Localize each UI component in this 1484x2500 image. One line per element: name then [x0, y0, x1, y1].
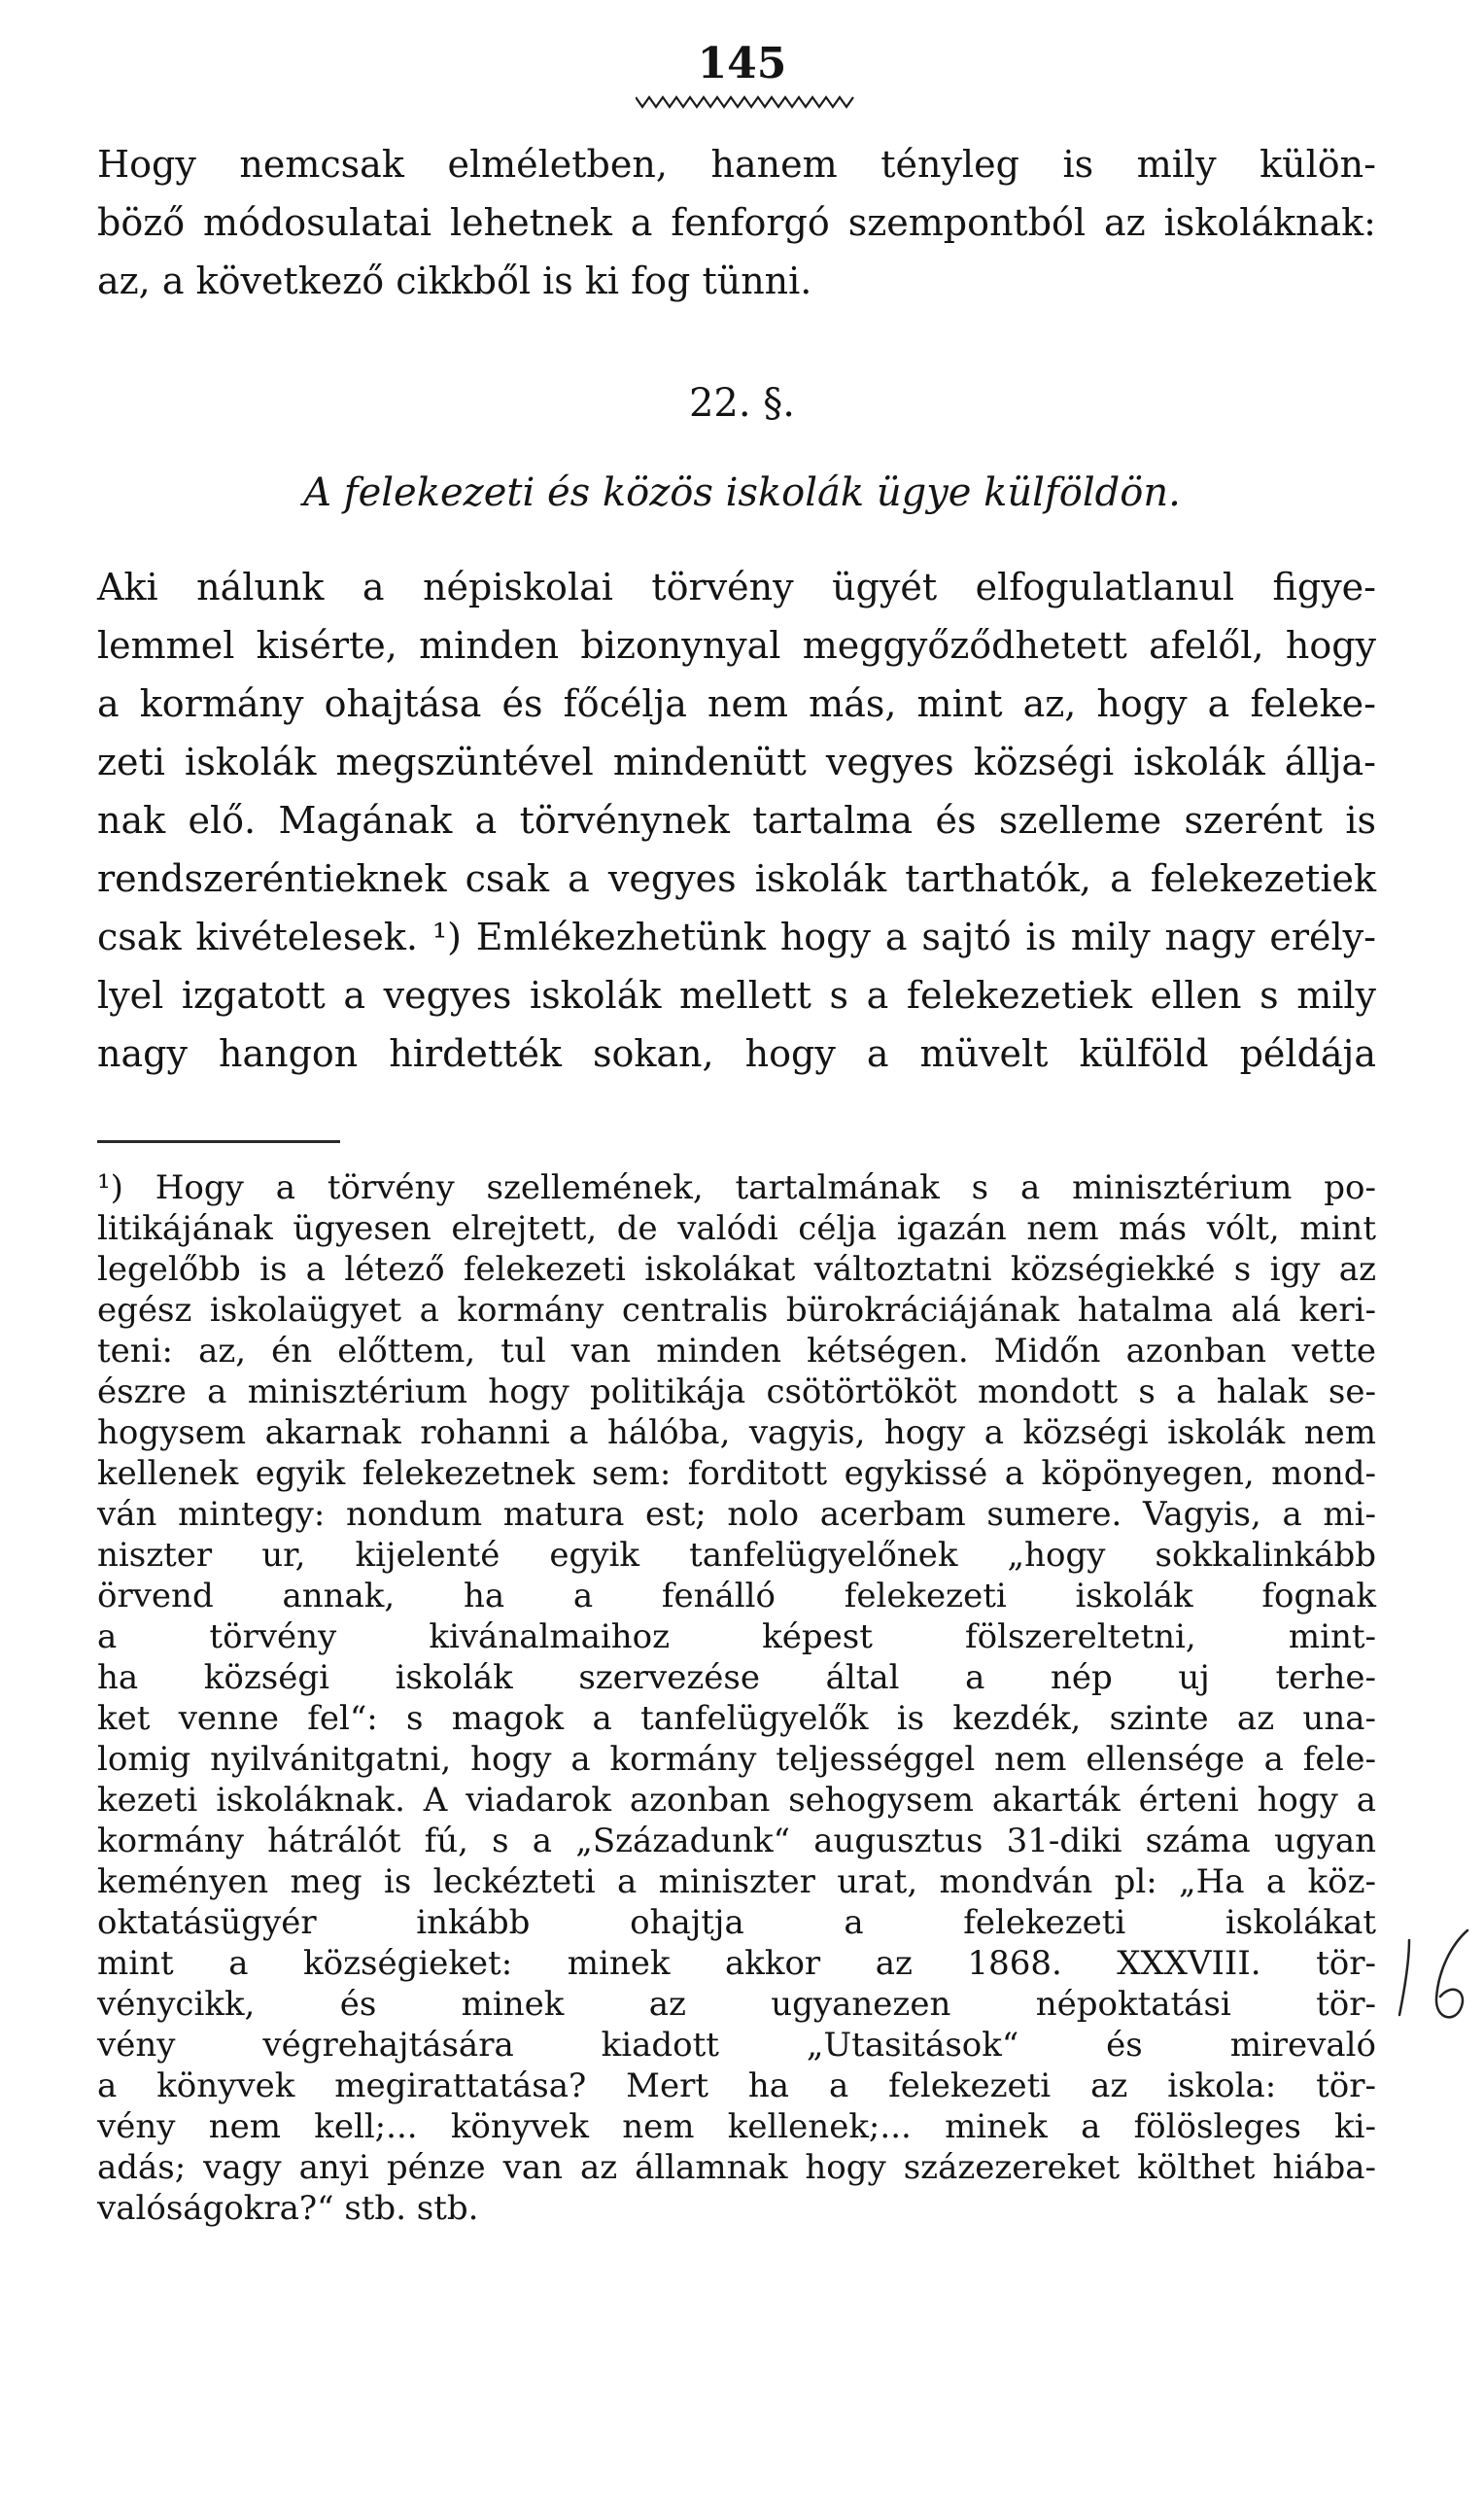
footnote-line: kezeti iskoláknak. A viadarok azonban sehogysem akarták érteni hogy a	[97, 1781, 1376, 1820]
footnote-line: litikájának ügyesen elrejtett, de valódi célja igazán nem más vólt, mint	[97, 1209, 1376, 1248]
body-line: nagy hangon hirdették sokan, hogy a müvelt külföld példája	[97, 1032, 1376, 1075]
page-number-ornament	[636, 91, 855, 113]
footnote-line: legelőbb is a létező felekezeti iskolákat változtatni községiekké s igy az	[97, 1250, 1376, 1289]
section-title: A felekezeti és közös iskolák ügye külföldön.	[303, 470, 1181, 515]
body-line: nak elő. Magának a törvénynek tartalma és szelleme szerént is	[97, 799, 1376, 842]
intro-line: böző módosulatai lehetnek a fenforgó szempontból az iskoláknak:	[97, 201, 1376, 244]
footnote-line: adás; vagy anyi pénze van az államnak hogy százezereket költhet hiába-	[97, 2148, 1376, 2187]
footnote-line: észre a minisztérium hogy politikája csötörtököt mondott s a halak se-	[97, 1372, 1376, 1411]
body-line: a kormány ohajtása és főcélja nem más, mint az, hogy a feleke-	[97, 682, 1376, 725]
body-line: Aki nálunk a népiskolai törvény ügyét elfogulatlanul figye-	[97, 566, 1376, 608]
section-number: 22. §.	[688, 381, 796, 426]
footnote-line: egész iskolaügyet a kormány centralis bürokráciájának hatalma alá keri-	[97, 1291, 1376, 1330]
footnote-line: kormány hátrálót fú, s a „Századunk“ augusztus 31-diki száma ugyan	[97, 1822, 1376, 1860]
footnote-line: hogysem akarnak rohanni a hálóba, vagyis, hogy a községi iskolák nem	[97, 1413, 1376, 1452]
body-line: lemmel kisérte, minden bizonynyal meggyőződhetett afelől, hogy	[97, 624, 1376, 667]
footnote-line: ket venne fel“: s magok a tanfelügyelők is kezdék, szinte az una-	[97, 1699, 1376, 1738]
footnote-rule	[97, 1140, 340, 1143]
body-line: zeti iskolák megszüntével mindenütt vegyes községi iskolák állja-	[97, 741, 1376, 783]
footnote-line: örvend annak, ha a fenálló felekezeti iskolák fognak	[97, 1577, 1376, 1615]
footnote-line: teni: az, én előttem, tul van minden kétségen. Midőn azonban vette	[97, 1332, 1376, 1371]
footnote-line: ¹) Hogy a törvény szellemének, tartalmának s a minisztérium po-	[97, 1168, 1376, 1207]
footnote-line: vénycikk, és minek az ugyanezen népoktatási tör-	[97, 1985, 1376, 2024]
footnote-line: oktatásügyér inkább ohajtja a felekezeti iskolákat	[97, 1903, 1376, 1942]
footnote-line: keményen meg is leckézteti a miniszter urat, mondván pl: „Ha a köz-	[97, 1862, 1376, 1901]
intro-line: az, a következő cikkből is ki fog tünni.	[97, 260, 812, 302]
footnote-line: niszter ur, kijelenté egyik tanfelügyelőnek „hogy sokkalinkább	[97, 1536, 1376, 1575]
body-line: lyel izgatott a vegyes iskolák mellett s a felekezetiek ellen s mily	[97, 974, 1376, 1017]
footnote-line: vény végrehajtására kiadott „Utasitások“ és mirevaló	[97, 2026, 1376, 2065]
body-line: csak kivételesek. ¹) Emlékezhetünk hogy a sajtó is mily nagy erély-	[97, 916, 1376, 958]
intro-line: Hogy nemcsak elméletben, hanem tényleg is mily külön-	[97, 143, 1376, 186]
page-number: 145	[697, 39, 787, 88]
footnote-line: vény nem kell;... könyvek nem kellenek;... minek a fölösleges ki-	[97, 2107, 1376, 2146]
footnote-line: kellenek egyik felekezetnek sem: forditott egykissé a köpönyegen, mond-	[97, 1454, 1376, 1493]
footnote-line: a könyvek megirattatása? Mert ha a felekezeti az iskola: tör-	[97, 2066, 1376, 2105]
footnote-line: ha községi iskolák szervezése által a nép uj terhe-	[97, 1658, 1376, 1697]
handwritten-margin-mark	[1388, 1923, 1484, 2039]
footnote-line: lomig nyilvánitgatni, hogy a kormány teljességgel nem ellensége a fele-	[97, 1740, 1376, 1779]
footnote-line: a törvény kivánalmaihoz képest fölszereltetni, mint-	[97, 1617, 1376, 1656]
footnote-line: mint a községieket: minek akkor az 1868. XXXVIII. tör-	[97, 1944, 1376, 1983]
footnote-line: ván mintegy: nondum matura est; nolo acerbam sumere. Vagyis, a mi-	[97, 1495, 1376, 1534]
footnote-line: valóságokra?“ stb. stb.	[97, 2189, 479, 2228]
body-line: rendszeréntieknek csak a vegyes iskolák tarthatók, a felekezetiek	[97, 857, 1376, 900]
